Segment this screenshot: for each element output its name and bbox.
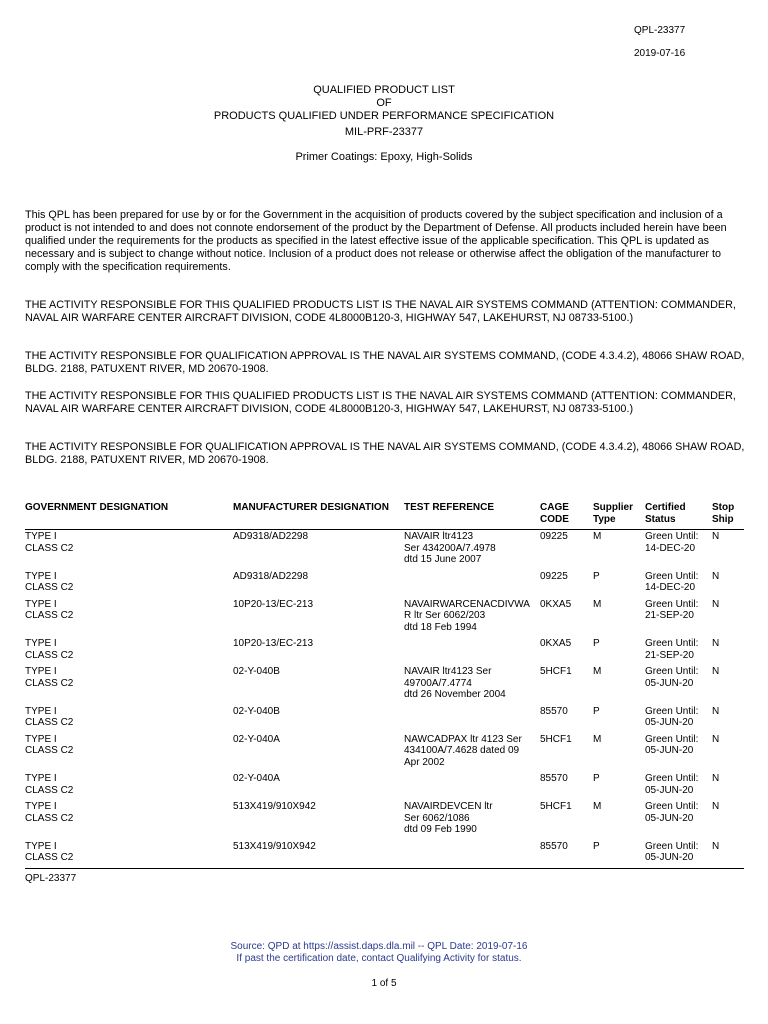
supplier-type-cell: M [593, 801, 602, 812]
cage-code-cell: 5HCF1 [540, 733, 572, 745]
test-reference-cell: NAVAIR ltr4123 Ser 49700A/7.4774 dtd 26 November 2004 [404, 666, 506, 700]
manufacturer-designation-cell: 02-Y-040A [233, 773, 280, 784]
table-row [25, 530, 744, 570]
government-designation-cell: TYPE I CLASS C2 [25, 598, 74, 621]
certified-status-cell: Green Until: 05-JUN-20 [645, 773, 699, 796]
stop-ship-cell: N [712, 570, 720, 582]
title-line-2: OF [376, 97, 392, 109]
cage-code-cell: 0KXA5 [540, 598, 572, 610]
manufacturer-designation-cell: 10P20-13/EC-213 [233, 598, 314, 610]
manufacturer-designation-cell: 10P20-13/EC-213 [233, 638, 314, 649]
government-designation-cell: TYPE I CLASS C2 [25, 840, 233, 869]
manufacturer-designation-cell: 02-Y-040A [233, 733, 280, 745]
certified-status-cell: Green Until: 05-JUN-20 [645, 801, 699, 824]
government-designation-cell: TYPE I CLASS C2 [25, 570, 74, 593]
certified-status-cell: Green Until: 21-SEP-20 [645, 638, 699, 661]
government-designation-cell: TYPE I CLASS C2 [25, 801, 74, 824]
title-line-3: PRODUCTS QUALIFIED UNDER PERFORMANCE SPECIFICATION [213, 110, 555, 122]
test-reference-cell [404, 637, 540, 665]
supplier-type-cell: M [593, 666, 602, 677]
col-header-cage-code: CAGE CODE [540, 500, 593, 530]
cage-code-cell: 85570 [540, 840, 593, 869]
manufacturer-designation-cell: 02-Y-040B [233, 666, 280, 677]
col-header-stop-ship: Stop Ship [712, 500, 744, 530]
col-header-government-designation: GOVERNMENT DESIGNATION [25, 500, 233, 530]
cage-code-cell: 0KXA5 [540, 638, 572, 649]
cage-code-cell: 85570 [540, 705, 568, 717]
supplier-type-cell: P [593, 570, 600, 582]
supplier-type-cell: M [593, 531, 602, 542]
table-row [25, 705, 744, 733]
manufacturer-designation-cell: 02-Y-040B [233, 705, 280, 717]
government-designation-cell: TYPE I CLASS C2 [25, 733, 74, 756]
footer-doc-id: QPL-23377 [25, 873, 77, 884]
approval-activity-paragraph-2: THE ACTIVITY RESPONSIBLE FOR QUALIFICATION APPROVAL IS THE NAVAL AIR SYSTEMS COMMAND, (CODE 4.3.4.2), 48066 SHAW ROAD, BLDG. 2188, PATUXENT RIVER, MD 20670-1908. [25, 441, 745, 466]
product-subtitle: Primer Coatings: Epoxy, High-Solids [295, 151, 473, 163]
cage-code-cell: 5HCF1 [540, 801, 572, 812]
certified-status-cell: Green Until: 05-JUN-20 [645, 666, 699, 689]
test-reference-cell: NAVAIRDEVCEN ltr Ser 6062/1086 dtd 09 Feb 1990 [404, 801, 493, 835]
supplier-type-cell: P [593, 638, 600, 649]
stop-ship-cell: N [712, 773, 720, 784]
government-designation-cell: TYPE I CLASS C2 [25, 705, 74, 728]
manufacturer-designation-cell: AD9318/AD2298 [233, 570, 309, 582]
manufacturer-designation-cell: 513X419/910X942 [233, 840, 404, 869]
table-row [25, 665, 744, 705]
table-row [25, 570, 744, 598]
source-note [0, 941, 768, 965]
cage-code-cell: 85570 [540, 773, 568, 784]
col-header-certified-status: Certified Status [645, 500, 712, 530]
stop-ship-cell: N [712, 638, 720, 649]
supplier-type-cell: M [593, 598, 602, 610]
test-reference-cell [404, 705, 540, 733]
test-reference-cell [404, 570, 540, 598]
cage-code-cell: 09225 [540, 531, 568, 542]
certified-status-cell: Green Until: 14-DEC-20 [645, 531, 699, 554]
certified-status-cell: Green Until: 05-JUN-20 [645, 840, 712, 869]
government-designation-cell: TYPE I CLASS C2 [25, 638, 74, 661]
stop-ship-cell: N [712, 733, 720, 745]
col-header-supplier-type: Supplier Type [593, 500, 645, 530]
government-designation-cell: TYPE I CLASS C2 [25, 531, 74, 554]
manufacturer-designation-cell: 513X419/910X942 [233, 801, 316, 812]
certified-status-cell: Green Until: 05-JUN-20 [645, 733, 699, 756]
supplier-type-cell: P [593, 840, 645, 869]
stop-ship-cell: N [712, 840, 744, 869]
cage-code-cell: 09225 [540, 570, 568, 582]
government-designation-cell: TYPE I CLASS C2 [25, 666, 74, 689]
title-line-1: QUALIFIED PRODUCT LIST [313, 84, 455, 96]
table-row [25, 840, 744, 869]
cage-code-cell: 5HCF1 [540, 666, 572, 677]
government-designation-cell: TYPE I CLASS C2 [25, 773, 74, 796]
col-header-manufacturer-designation: MANUFACTURER DESIGNATION [233, 500, 404, 530]
test-reference-cell: NAVAIR ltr4123 Ser 434200A/7.4978 dtd 15 June 2007 [404, 531, 496, 565]
stop-ship-cell: N [712, 531, 720, 542]
supplier-type-cell: P [593, 773, 600, 784]
table-header-row [25, 500, 744, 530]
stop-ship-cell: N [712, 705, 720, 717]
table-row [25, 598, 744, 638]
table-row [25, 637, 744, 665]
supplier-type-cell: P [593, 705, 600, 717]
test-reference-cell: NAVAIRWARCENACDIVWA R ltr Ser 6062/203 dtd 18 Feb 1994 [404, 598, 530, 633]
test-reference-cell [404, 840, 540, 869]
stop-ship-cell: N [712, 598, 720, 610]
intro-paragraph: This QPL has been prepared for use by or for the Government in the acquisition of products covered by the subject specification and inclusion of a product is not intended to and does not connote endorsement of the product by the Department of Defense. All products included herein have been qualified under the requirements for the products as specified in the latest effective issue of the applicable specification. This QPL is updated as necessary and is subject to change without notice. Inclusion of a product does not release or otherwise affect the obligation of the manufacturer to comply with the specification requirements. [25, 209, 727, 273]
certified-status-cell: Green Until: 21-SEP-20 [645, 598, 699, 621]
certified-status-cell: Green Until: 14-DEC-20 [645, 570, 699, 593]
qualified-products-table [25, 500, 744, 869]
supplier-type-cell: M [593, 733, 602, 745]
test-reference-cell: NAWCADPAX ltr 4123 Ser 434100A/7.4628 dated 09 Apr 2002 [404, 733, 522, 768]
doc-id-header: QPL-23377 [634, 25, 686, 36]
table-row [25, 733, 744, 773]
page-number: 1 of 5 [371, 978, 397, 989]
approval-activity-paragraph-1: THE ACTIVITY RESPONSIBLE FOR QUALIFICATION APPROVAL IS THE NAVAL AIR SYSTEMS COMMAND, (CODE 4.3.4.2), 48066 SHAW ROAD, BLDG. 2188, PATUXENT RIVER, MD 20670-1908. [25, 350, 745, 375]
doc-date-header: 2019-07-16 [634, 48, 686, 59]
stop-ship-cell: N [712, 801, 720, 812]
spec-number: MIL-PRF-23377 [344, 126, 424, 138]
source-line: Source: QPD at https://assist.daps.dla.mil -- QPL Date: 2019-07-16 [230, 941, 528, 952]
manufacturer-designation-cell: AD9318/AD2298 [233, 531, 309, 542]
table-row [25, 772, 744, 800]
stop-ship-cell: N [712, 666, 720, 677]
qpl-activity-paragraph-2: THE ACTIVITY RESPONSIBLE FOR THIS QUALIFIED PRODUCTS LIST IS THE NAVAL AIR SYSTEMS COMMAND (ATTENTION: COMMANDER, NAVAL AIR WARFARE CENTER AIRCRAFT DIVISION, CODE 4L8000B120-3, HIGHWAY 547, LAKEHURST, NJ 08733-5100.) [25, 390, 736, 415]
col-header-test-reference: TEST REFERENCE [404, 500, 540, 530]
table-row [25, 800, 744, 840]
certification-note: If past the certification date, contact Qualifying Activity for status. [236, 953, 522, 964]
qpl-activity-paragraph-1: THE ACTIVITY RESPONSIBLE FOR THIS QUALIFIED PRODUCTS LIST IS THE NAVAL AIR SYSTEMS COMMAND (ATTENTION: COMMANDER, NAVAL AIR WARFARE CENTER AIRCRAFT DIVISION, CODE 4L8000B120-3, HIGHWAY 547, LAKEHURST, NJ 08733-5100.) [25, 299, 736, 324]
certified-status-cell: Green Until: 05-JUN-20 [645, 705, 699, 728]
test-reference-cell [404, 772, 540, 800]
